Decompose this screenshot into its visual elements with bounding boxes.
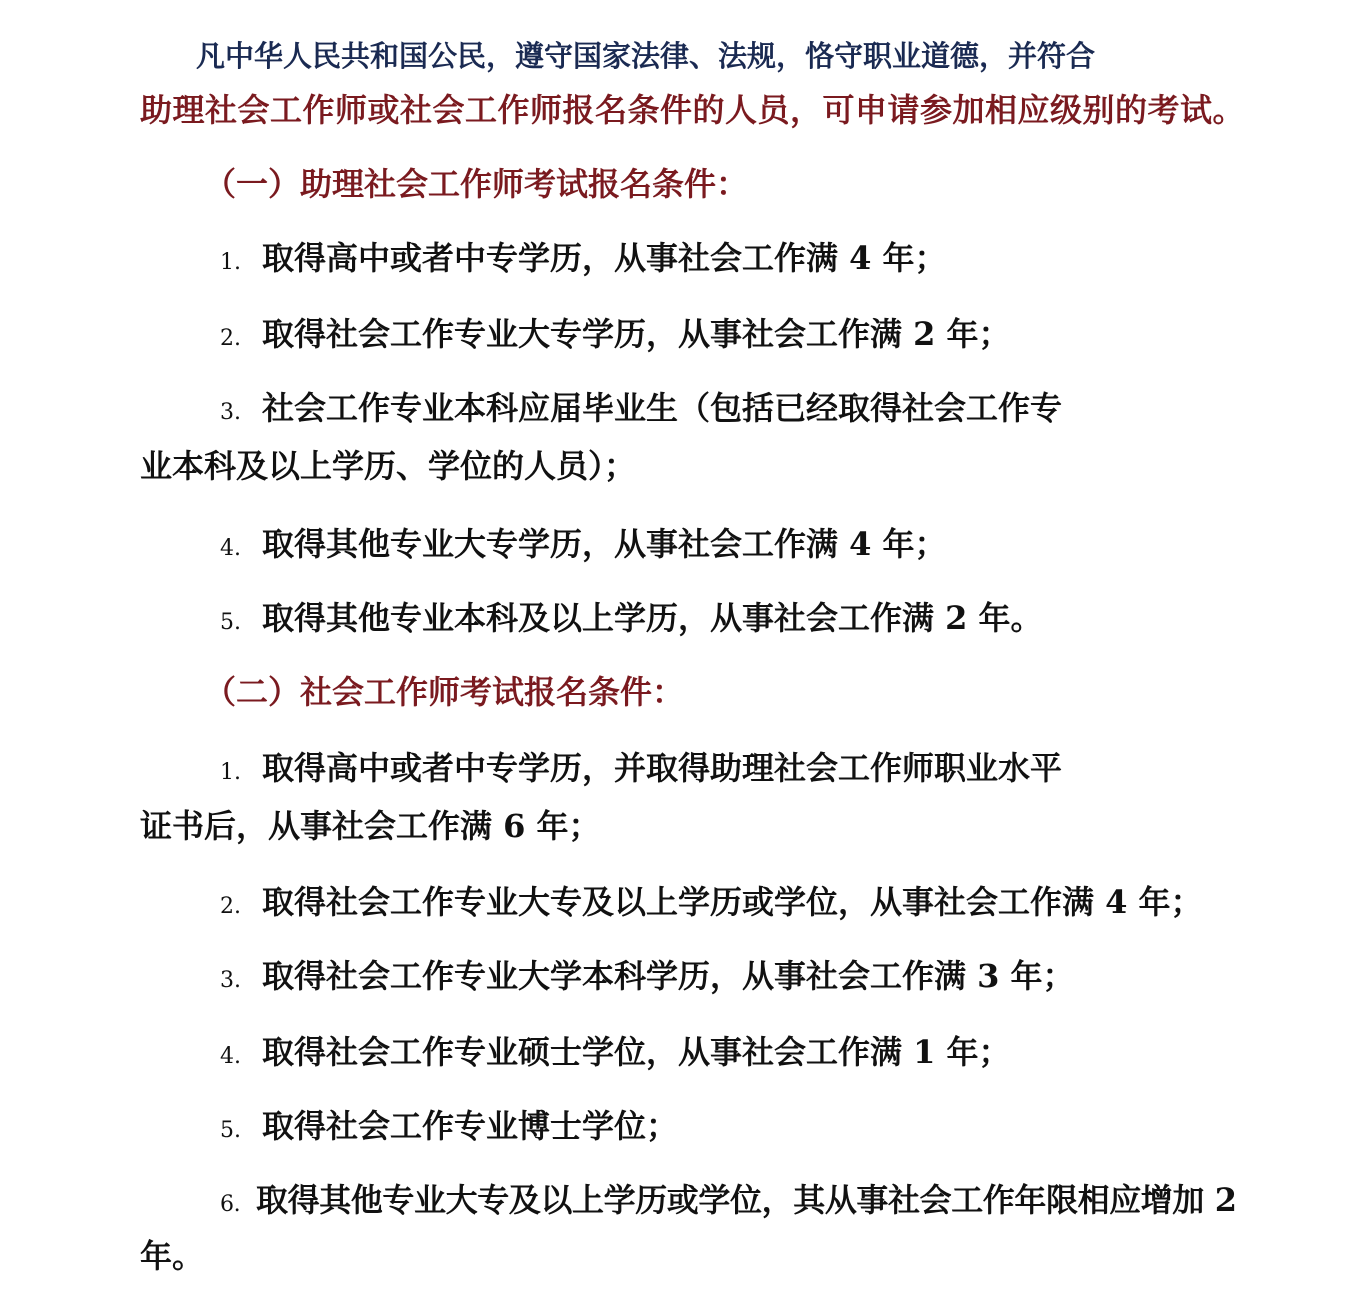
item-number: 1. bbox=[220, 250, 241, 275]
item-text: 取得其他专业大专及以上学历或学位，其从事社会工作年限相应增加 2 bbox=[256, 1181, 1237, 1219]
section-2-item-2 bbox=[220, 883, 1203, 921]
item-number: 3. bbox=[220, 968, 241, 993]
item-number: 1. bbox=[220, 760, 241, 785]
item-text: 取得其他专业本科及以上学历，从事社会工作满 2 年。 bbox=[262, 599, 1043, 637]
section-1-item-5 bbox=[220, 599, 1043, 637]
section-1-item-3 bbox=[220, 389, 1063, 427]
item-text: 取得社会工作专业博士学位； bbox=[262, 1107, 679, 1145]
item-text: 取得高中或者中专学历，从事社会工作满 4 年； bbox=[262, 239, 947, 277]
item-number: 3. bbox=[220, 400, 241, 425]
item-number: 4. bbox=[220, 1044, 241, 1069]
item-number: 2. bbox=[220, 894, 241, 919]
item-text: 社会工作专业本科应届毕业生（包括已经取得社会工作专 bbox=[262, 389, 1063, 427]
item-text: 取得社会工作专业硕士学位，从事社会工作满 1 年； bbox=[262, 1033, 1011, 1071]
section-2-item-5 bbox=[220, 1107, 679, 1145]
item-number: 2. bbox=[220, 326, 241, 351]
item-text: 取得其他专业大专学历，从事社会工作满 4 年； bbox=[262, 525, 947, 563]
section-1-item-4 bbox=[220, 525, 947, 563]
section-2-heading: （二）社会工作师考试报名条件： bbox=[204, 673, 685, 711]
section-1-item-3-continuation: 业本科及以上学历、学位的人员）； bbox=[140, 447, 637, 485]
item-text: 取得社会工作专业大学本科学历，从事社会工作满 3 年； bbox=[262, 957, 1075, 995]
item-number: 6. bbox=[220, 1192, 241, 1217]
section-1-item-1 bbox=[220, 239, 947, 277]
section-1-heading: （一）助理社会工作师考试报名条件： bbox=[204, 165, 749, 203]
item-text: 取得社会工作专业大专学历，从事社会工作满 2 年； bbox=[262, 315, 1011, 353]
item-number: 5. bbox=[220, 1118, 241, 1143]
section-2-item-1 bbox=[220, 749, 1063, 787]
section-2-item-6-continuation: 年。 bbox=[140, 1237, 205, 1275]
item-number: 5. bbox=[220, 610, 241, 635]
item-text: 取得社会工作专业大专及以上学历或学位，从事社会工作满 4 年； bbox=[262, 883, 1203, 921]
section-2-item-6 bbox=[220, 1181, 1237, 1219]
section-1-item-2 bbox=[220, 315, 1011, 353]
intro-line-2: 助理社会工作师或社会工作师报名条件的人员，可申请参加相应级别的考试。 bbox=[140, 91, 1246, 129]
section-2-item-1-continuation: 证书后，从事社会工作满 6 年； bbox=[140, 807, 601, 845]
section-2-item-3 bbox=[220, 957, 1075, 995]
item-text: 取得高中或者中专学历，并取得助理社会工作师职业水平 bbox=[262, 749, 1063, 787]
intro-line-1: 凡中华人民共和国公民，遵守国家法律、法规，恪守职业道德，并符合 bbox=[196, 39, 1096, 73]
section-2-item-4 bbox=[220, 1033, 1011, 1071]
item-number: 4. bbox=[220, 536, 241, 561]
